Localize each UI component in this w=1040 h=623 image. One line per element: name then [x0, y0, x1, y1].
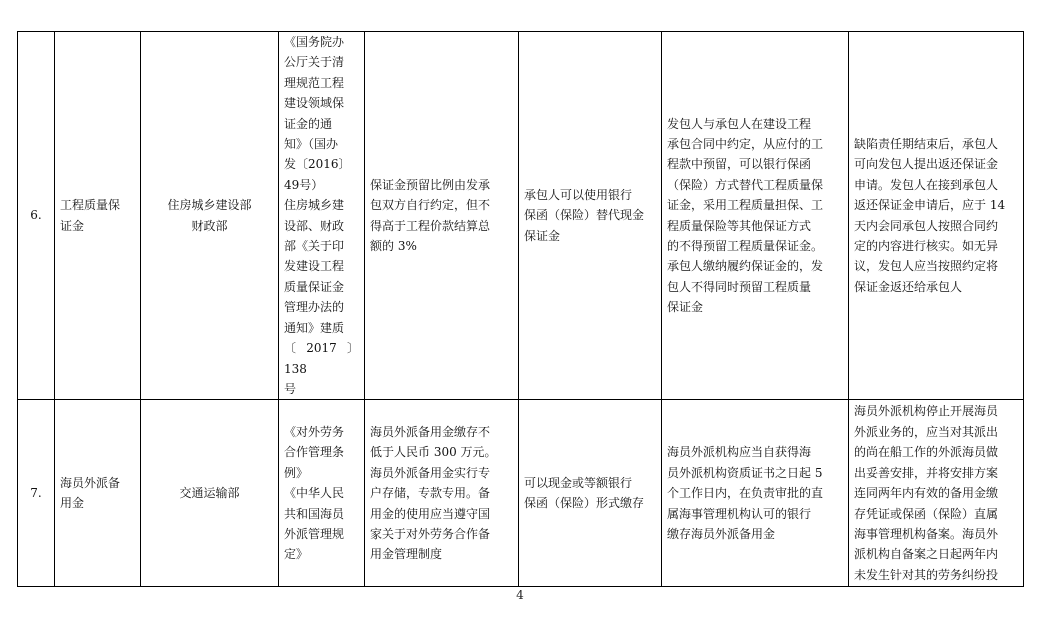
deposit-standard: 海员外派备用金缴存不 低于人民币 300 万元。 海员外派备用金实行专 户存储，专款专用。备 用金的使用应当遵守国 家关于对外劳务合作备 用金管理制度	[365, 400, 519, 587]
refund-rules: 海员外派机构停止开展海员 外派业务的，应当对其派出 的尚在船工作的外派海员做 出妥善安排，并将安排方案 连同两年内有效的备用金缴 存凭证或保函（保险）直属 海事管理机构备案。海员外 派机构自备案之日起两年内 未发生针对其的劳务纠纷投	[849, 400, 1024, 587]
deposit-standard: 保证金预留比例由发承 包双方自行约定，但不 得高于工程价款结算总 额的 3%	[365, 32, 519, 400]
department: 交通运输部	[141, 400, 279, 587]
department: 住房城乡建设部 财政部	[141, 32, 279, 400]
legal-basis: 《对外劳务 合作管理条 例》 《中华人民 共和国海员 外派管理规 定》	[279, 400, 365, 587]
table-row	[18, 400, 1024, 587]
table-row	[18, 32, 1024, 400]
legal-basis: 《国务院办 公厅关于清 理规范工程 建设领域保 证金的通 知》（国办 发〔2016〕 49号） 住房城乡建 设部、财政 部《关于印 发建设工程 质量保证金 管理办法的 通知》建质 〔2017〕138 号	[279, 32, 365, 400]
payment-method: 可以现金或等额银行 保函（保险）形式缴存	[519, 400, 662, 587]
page-number: 4	[516, 588, 524, 602]
row-number: 7.	[18, 400, 55, 587]
payment-method: 承包人可以使用银行 保函（保险）替代现金 保证金	[519, 32, 662, 400]
deposit-name: 工程质量保 证金	[55, 32, 141, 400]
deposit-name: 海员外派备 用金	[55, 400, 141, 587]
refund-rules: 缺陷责任期结束后，承包人 可向发包人提出返还保证金 申请。发包人在接到承包人 返还保证金申请后，应于 14 天内会同承包人按照合同约 定的内容进行核实。如无异 议，发包人应当按照约定将 保证金返还给承包人	[849, 32, 1024, 400]
row-number: 6.	[18, 32, 55, 400]
collection-rules: 海员外派机构应当自获得海 员外派机构资质证书之日起 5 个工作日内，在负责审批的直 属海事管理机构认可的银行 缴存海员外派备用金	[662, 400, 849, 587]
collection-rules: 发包人与承包人在建设工程 承包合同中约定，从应付的工 程款中预留，可以银行保函 （保险）方式替代工程质量保 证金，采用工程质量担保、工 程质量保险等其他保证方式 的不得预留工程质量保证金。 承包人缴纳履约保证金的，发 包人不得同时预留工程质量 保证金	[662, 32, 849, 400]
deposit-table	[17, 31, 1024, 587]
